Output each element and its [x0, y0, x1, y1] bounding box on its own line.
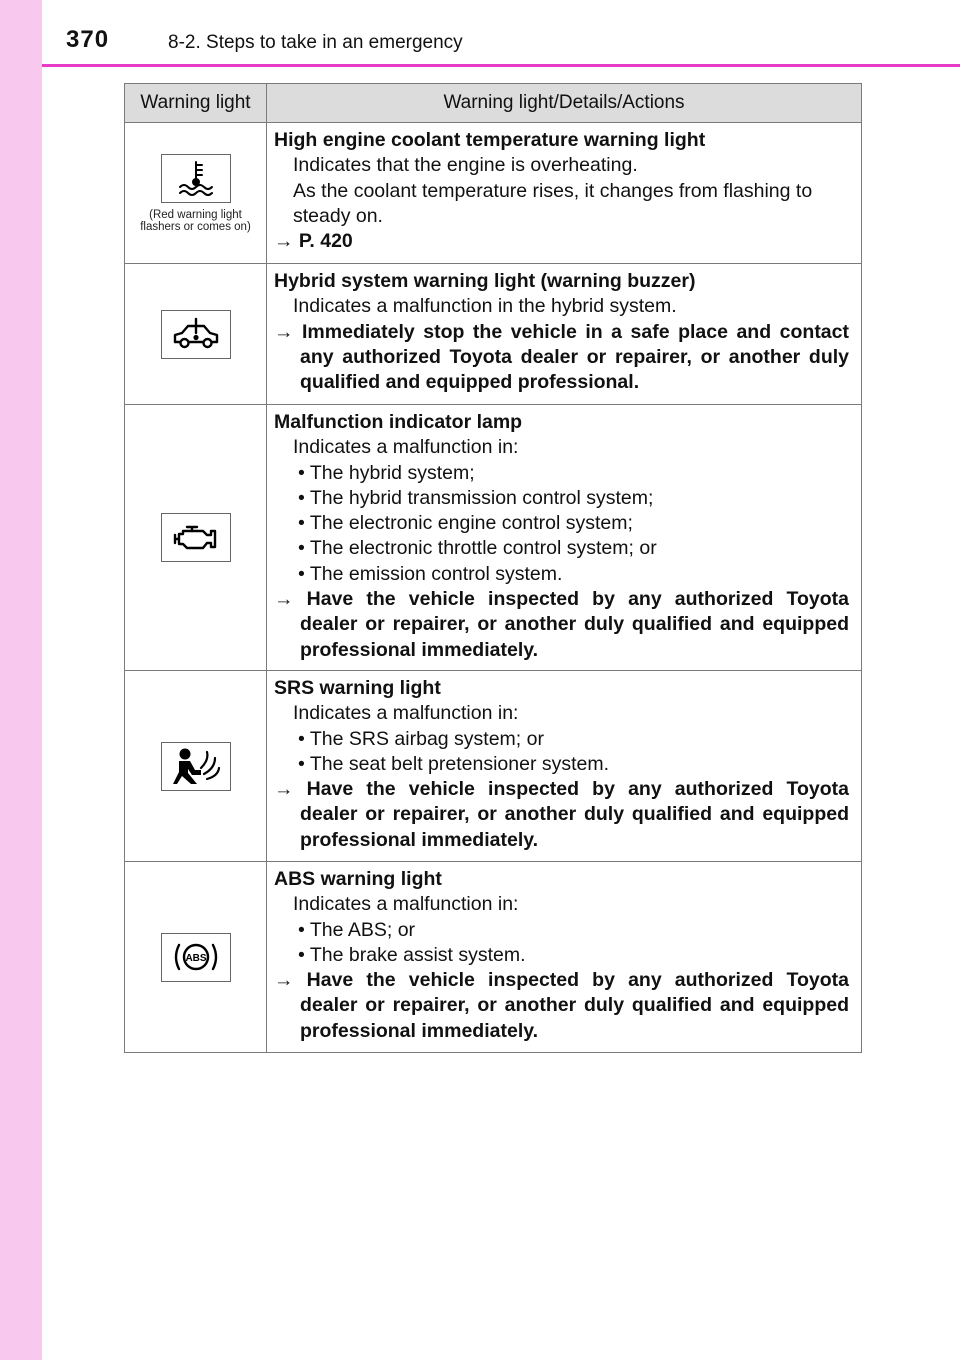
abs-icon	[161, 933, 231, 982]
section-title: 8-2. Steps to take in an emergency	[168, 32, 463, 53]
row-line: Indicates a malfunction in:	[293, 436, 519, 459]
icon-cell	[125, 671, 267, 862]
row-title: SRS warning light	[274, 677, 441, 699]
details-cell	[267, 123, 862, 264]
row-action: → Have the vehicle inspected by any authorized Toyota dealer or repairer, or another duly qualified and equipped professional immediately.	[274, 969, 849, 1042]
col-details-actions: Warning light/Details/Actions	[267, 84, 862, 123]
icon-cell	[125, 405, 267, 671]
hybrid-system-icon	[161, 310, 231, 359]
details-cell	[267, 862, 862, 1053]
row-line: Indicates a malfunction in:	[293, 893, 519, 916]
details-cell	[267, 671, 862, 862]
warning-light-table	[124, 83, 862, 1053]
table-row	[125, 264, 862, 405]
icon-cell	[125, 123, 267, 264]
table-header-row	[125, 84, 862, 123]
side-tab	[0, 0, 42, 1360]
table-row	[125, 862, 862, 1053]
bullet-item: • The SRS airbag system; or	[298, 727, 544, 750]
bullet-item: • The brake assist system.	[298, 943, 526, 966]
bullet-item: • The hybrid system;	[298, 461, 475, 484]
row-line: Indicates a malfunction in:	[293, 702, 519, 725]
page-reference: → P. 420	[274, 230, 353, 253]
bullet-item: • The electronic throttle control system; or	[298, 537, 657, 560]
row-action: → Have the vehicle inspected by any authorized Toyota dealer or repairer, or another duly qualified and equipped professional immediately.	[274, 588, 849, 661]
bullet-item: • The seat belt pretensioner system.	[298, 752, 610, 775]
row-title: Hybrid system warning light (warning buzzer)	[274, 270, 696, 292]
row-title: ABS warning light	[274, 868, 442, 890]
abs-icon-label: ABS	[184, 953, 207, 964]
col-warning-light: Warning light	[125, 84, 267, 123]
table-row	[125, 405, 862, 671]
icon-cell	[125, 862, 267, 1053]
coolant-temperature-icon	[161, 154, 231, 203]
bullet-item: • The hybrid transmission control system;	[298, 486, 654, 509]
row-title: Malfunction indicator lamp	[274, 411, 523, 433]
check-engine-icon	[161, 513, 231, 562]
row-action: → Have the vehicle inspected by any authorized Toyota dealer or repairer, or another duly qualified and equipped professional immediately.	[274, 778, 849, 851]
row-action: → Immediately stop the vehicle in a safe place and contact any authorized Toyota dealer or repairer, or another duly qualified and equipped professional.	[274, 320, 849, 394]
icon-cell	[125, 264, 267, 405]
row-title: High engine coolant temperature warning light	[274, 129, 706, 151]
page-number: 370	[66, 26, 110, 53]
bullet-item: • The electronic engine control system;	[298, 512, 633, 535]
row-line: Indicates that the engine is overheating.	[293, 154, 638, 177]
table-row	[125, 671, 862, 862]
row-line: Indicates a malfunction in the hybrid system.	[293, 295, 677, 318]
row-line: As the coolant temperature rises, it changes from flashing to steady on.	[293, 179, 813, 227]
table-row	[125, 123, 862, 264]
srs-airbag-icon	[161, 742, 231, 791]
bullet-item: • The ABS; or	[298, 918, 416, 941]
icon-note: (Red warning light flashers or comes on)	[140, 208, 251, 233]
bullet-item: • The emission control system.	[298, 562, 563, 585]
details-cell	[267, 264, 862, 405]
header-rule	[42, 64, 960, 67]
details-cell	[267, 405, 862, 671]
